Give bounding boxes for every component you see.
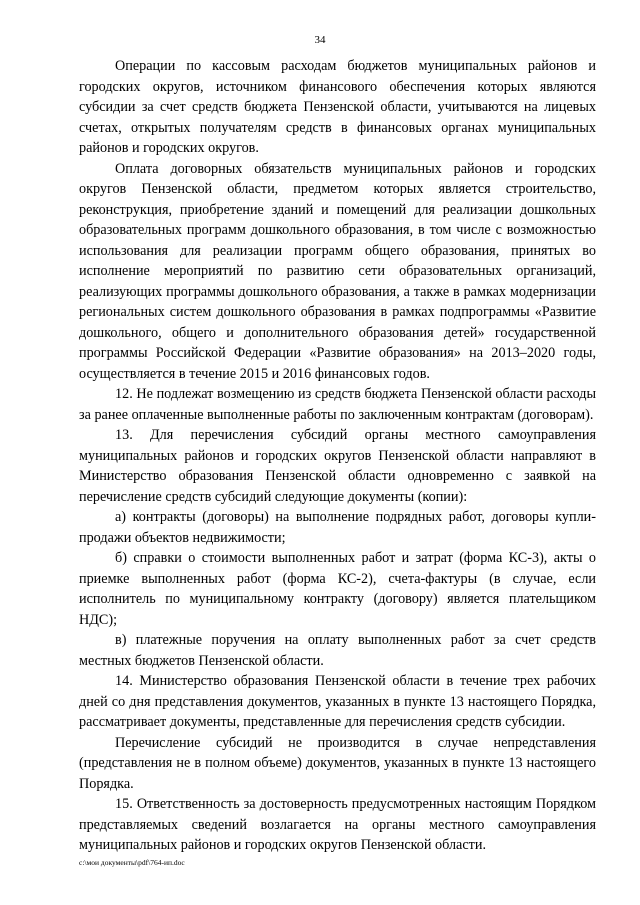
paragraph-item-14: 14. Министерство образования Пензенской области в течение трех рабочих дней со дня представления документов, указанных в пункте 13 настоящего Порядка, рассматривает документы, представленные для перечисления средств субсидии.	[79, 673, 596, 730]
page-number: 34	[314, 34, 326, 46]
paragraph-non-transfer: Перечисление субсидий не производится в случае непредставления (представления не в полном объеме) документов, указанных в пункте 13 настоящего Порядка.	[79, 734, 596, 792]
footer-file-path: c:\мои документы\pdf\764-ип.doc	[79, 858, 185, 867]
paragraph-item-13-v: в) платежные поручения на оплату выполненных работ за счет средств местных бюджетов Пензенской области.	[79, 632, 596, 669]
paragraph-item-13-b: б) справки о стоимости выполненных работ и затрат (форма КС-3), акты о приемке выполненных работ (форма КС-2), счета-фактуры (в случае, если исполнитель по муниципальному контракту (договору) является плательщиком НДС);	[79, 550, 596, 628]
document-body	[79, 56, 596, 856]
paragraph-item-13: 13. Для перечисления субсидий органы местного самоуправления муниципальных районов и городских округов Пензенской области направляют в Министерство образования Пензенской области одновременно с заявкой на перечисление средств субсидий следующие документы (копии):	[79, 427, 596, 505]
paragraph-item-15: 15. Ответственность за достоверность предусмотренных настоящим Порядком представляемых сведений возлагается на органы местного самоуправления муниципальных районов и городских округов Пензенской области.	[79, 796, 596, 853]
paragraph-payment-obligations: Оплата договорных обязательств муниципальных районов и городских округов Пензенской области, предметом которых является строительство, реконструкция, приобретение зданий и помещений для реализации дошкольных образовательных программ дошкольного образования, в том числе с возможностью использования для реализации программ общего образования, принятых во исполнение мероприятий по развитию сети образовательных организаций, реализующих программы дошкольного образования, а также в рамках модернизации региональных систем дошкольного образования в рамках подпрограммы «Развитие дошкольного, общего и дополнительного образования детей» государственной программы Российской Федерации «Развитие образования» на 2013–2020 годы, осуществляется в течение 2015 и 2016 финансовых годов.	[79, 160, 596, 382]
paragraph-item-13-a: а) контракты (договоры) на выполнение подрядных работ, договоры купли-продажи объектов недвижимости;	[79, 509, 596, 546]
paragraph-item-12: 12. Не подлежат возмещению из средств бюджета Пензенской области расходы за ранее оплаченные выполненные работы по заключенным контрактам (договорам).	[79, 386, 596, 423]
paragraph-operations: Операции по кассовым расходам бюджетов муниципальных районов и городских округов, источником финансового обеспечения которых являются субсидии за счет средств бюджета Пензенской области, учитываются на лицевых счетах, открытых получателям средств в финансовых органах муниципальных районов и городских округов.	[79, 58, 596, 156]
